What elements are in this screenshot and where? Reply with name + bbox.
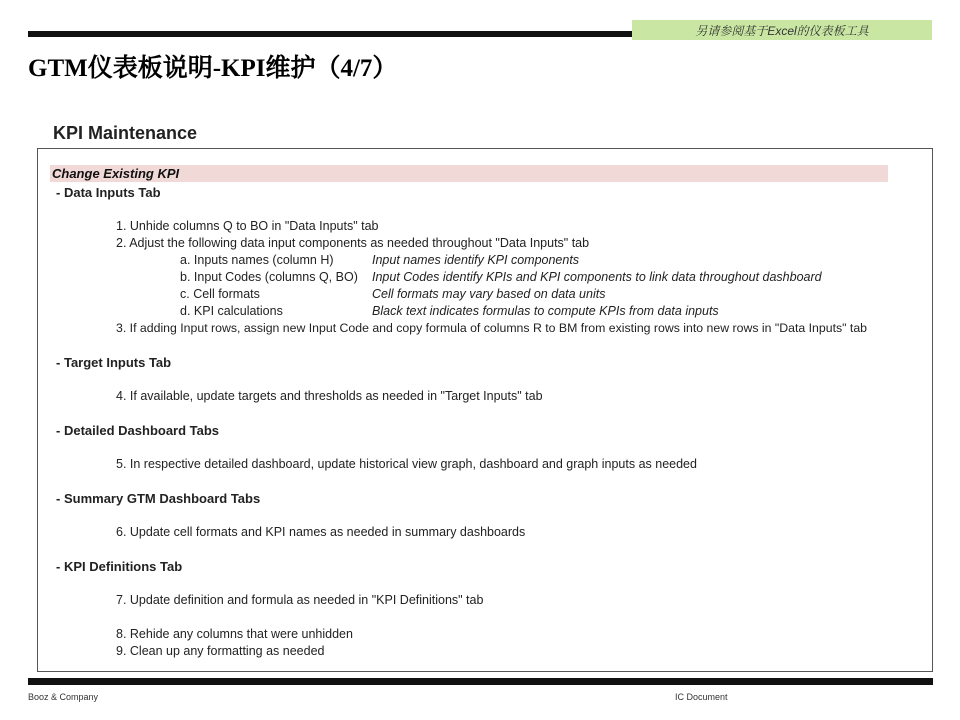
bullet-dash: - [56,491,61,506]
bullet-dash: - [56,423,61,438]
section-title: KPI Maintenance [53,123,198,143]
subitem-desc: Black text indicates formulas to compute KPIs from data inputs [372,304,719,318]
bullet-dash: - [56,355,61,370]
step-3: 3. If adding Input rows, assign new Input Code and copy formula of columns R to BM from existing rows into new rows in "Data Inputs" tab [116,321,868,335]
detailed-dashboard-heading [56,423,219,438]
bullet-dash: - [56,185,61,200]
heading-text: Summary GTM Dashboard Tabs [63,491,261,506]
subitem-label: c. Cell formats [180,287,260,301]
target-inputs-heading [56,355,171,370]
subitem-desc: Cell formats may vary based on data units [372,287,606,301]
step-8: 8. Rehide any columns that were unhidden [116,627,353,641]
change-kpi-banner: Change Existing KPI [50,165,888,182]
footer-company: Booz & Company [28,692,99,702]
bottom-rule [28,678,933,685]
step-4: 4. If available, update targets and thresholds as needed in "Target Inputs" tab [116,389,543,403]
top-rule [28,31,632,37]
subitem-desc: Input Codes identify KPIs and KPI components to link data throughout dashboard [372,270,822,284]
slide-title: GTM仪表板说明-KPI维护（4/7） [28,55,398,82]
step-7: 7. Update definition and formula as needed in "KPI Definitions" tab [116,593,484,607]
step-1: 1. Unhide columns Q to BO in "Data Inputs" tab [116,219,379,233]
data-inputs-heading [56,185,161,200]
excel-tool-note: 另请参阅基于Excel的仪表板工具 [632,20,932,40]
subitem-desc: Input names identify KPI components [372,253,580,267]
subitem-label: b. Input Codes (columns Q, BO) [180,270,358,284]
summary-dashboard-heading [56,491,260,506]
footer-doc-label: IC Document [675,692,728,702]
kpi-definitions-heading [56,559,182,574]
step-9: 9. Clean up any formatting as needed [116,644,325,658]
subitem-label: a. Inputs names (column H) [180,253,334,267]
heading-text: Data Inputs Tab [63,185,161,200]
step-6: 6. Update cell formats and KPI names as needed in summary dashboards [116,525,526,539]
step-5: 5. In respective detailed dashboard, update historical view graph, dashboard and graph inputs as needed [116,457,697,471]
subitem-label: d. KPI calculations [180,304,283,318]
bullet-dash: - [56,559,61,574]
heading-text: Detailed Dashboard Tabs [63,423,220,438]
step-2: 2. Adjust the following data input components as needed throughout "Data Inputs" tab [116,236,590,250]
heading-text: Target Inputs Tab [63,355,172,370]
heading-text: KPI Definitions Tab [63,559,183,574]
